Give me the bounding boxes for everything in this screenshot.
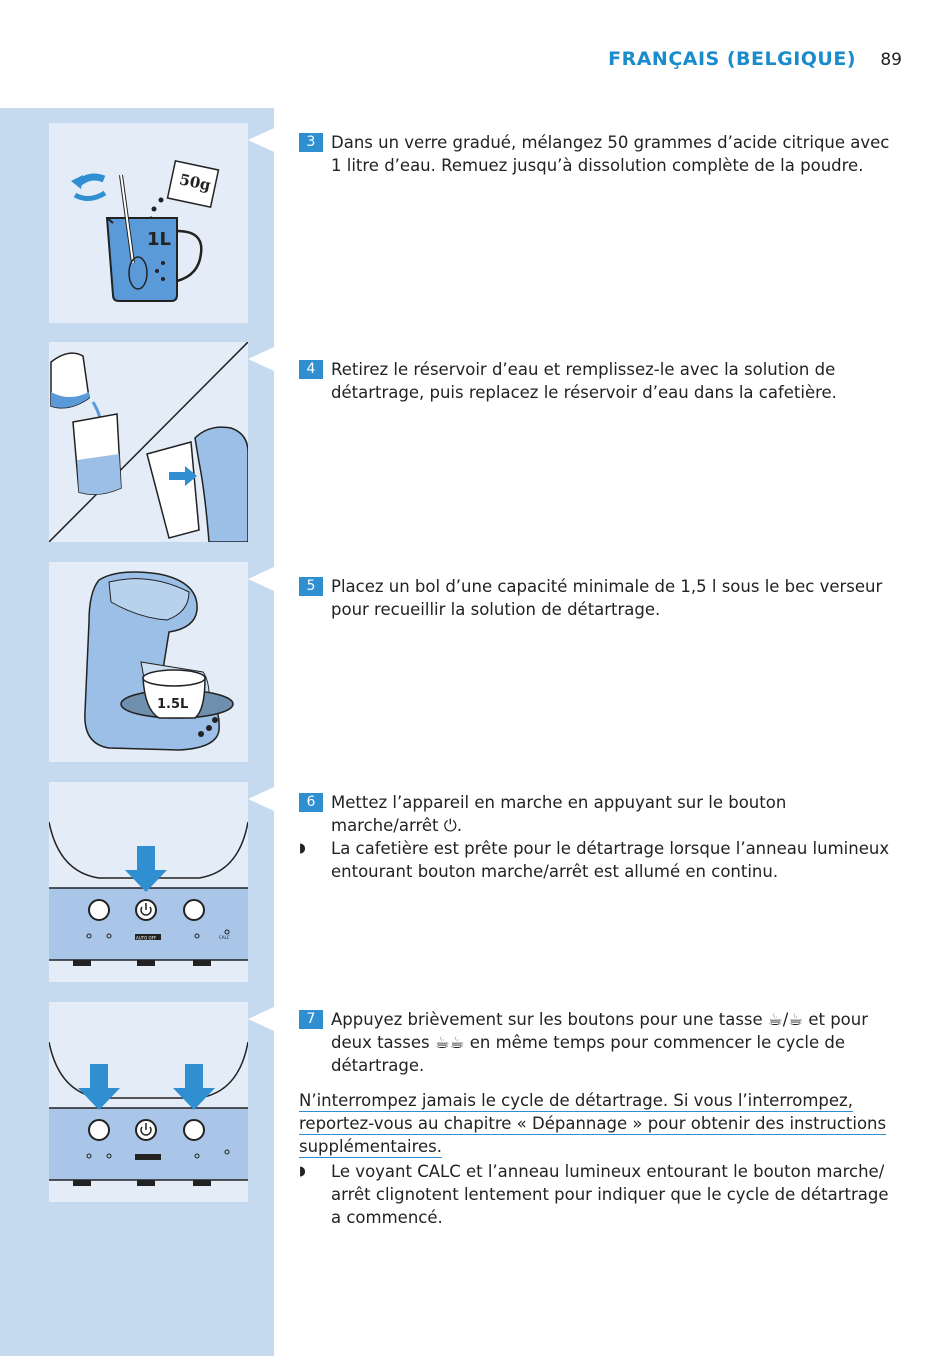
step-number-badge: 4 (299, 360, 323, 379)
citric-acid-jug-illustration (49, 123, 248, 323)
step-text: Placez un bol d’une capacité minimale de 1,5 l sous le bec verseur pour recueillir la solution de détartrage. (331, 577, 883, 619)
step-text: Mettez l’appareil en marche en appuyant sur le bouton marche/arrêt (331, 793, 787, 835)
step-7 (299, 1008, 899, 1229)
two-cups-icon: ☕☕ (434, 1033, 465, 1052)
panel-pointer (248, 347, 274, 371)
step-text: Appuyez brièvement sur les boutons pour une tasse (331, 1010, 763, 1029)
illustration-step-4 (49, 342, 248, 542)
illustration-step-6 (49, 782, 248, 982)
water-tank-refill-illustration (49, 342, 248, 542)
bullet-text: La cafetière est prête pour le détartrage lorsque l’anneau lumineux entourant bouton marche/arrêt est allumé en continu. (331, 839, 890, 881)
step-5 (299, 575, 899, 621)
panel-pointer (248, 128, 274, 152)
step-number-badge: 6 (299, 793, 323, 812)
bullet-icon: ◗ (299, 841, 306, 856)
language-title: FRANÇAIS (BELGIQUE) (608, 48, 856, 70)
panel-pointer (248, 787, 274, 811)
bullet-text: Le voyant CALC et l’anneau lumineux entourant le bouton marche/ arrêt clignotent lentement pour indiquer que le cycle de détartrage a commencé. (331, 1162, 889, 1227)
illustration-step-5 (49, 562, 248, 762)
step-text-end: . (456, 816, 463, 835)
calc-label: CALC (219, 935, 230, 940)
packet-label: 50g (177, 170, 213, 195)
jug-label: 1L (147, 229, 171, 250)
illustration-step-3 (49, 123, 248, 323)
panel-pointer (248, 1007, 274, 1031)
step-text: Dans un verre gradué, mélangez 50 grammes d’acide citrique avec 1 litre d’eau. Remuez jusqu’à dissolution complète de la poudre. (331, 133, 890, 175)
step-4 (299, 358, 899, 404)
step-text: en même temps pour commencer le cycle de détartrage. (331, 1033, 845, 1075)
step-6 (299, 791, 899, 883)
step-text: et pour deux tasses (331, 1010, 869, 1052)
warning-note (299, 1089, 899, 1158)
panel-pointer (248, 567, 274, 591)
warning-text: N’interrompez jamais le cycle de détartrage. Si vous l’interrompez, reportez-vous au chapitre « Dépannage » pour obtenir des instructions supplémentaires. (299, 1091, 887, 1156)
machine-with-bowl-illustration (49, 562, 248, 762)
step-number-badge: 7 (299, 1010, 323, 1029)
step-number-badge: 3 (299, 133, 323, 152)
bowl-label: 1.5L (157, 697, 189, 712)
cup-buttons-panel-illustration (49, 1002, 248, 1202)
power-icon: ⏻ (443, 816, 457, 835)
auto-off-label: AUTO OFF (136, 935, 157, 941)
page-number: 89 (880, 50, 902, 70)
power-button-panel-illustration (49, 782, 248, 982)
step-number-badge: 5 (299, 577, 323, 596)
bullet-icon: ◗ (299, 1164, 306, 1179)
step-3 (299, 131, 899, 177)
illustration-step-7 (49, 1002, 248, 1202)
one-cup-icon: ☕/☕ (767, 1010, 804, 1029)
step-text: Retirez le réservoir d’eau et remplissez-le avec la solution de détartrage, puis replacez le réservoir d’eau dans la cafetière. (331, 360, 837, 402)
